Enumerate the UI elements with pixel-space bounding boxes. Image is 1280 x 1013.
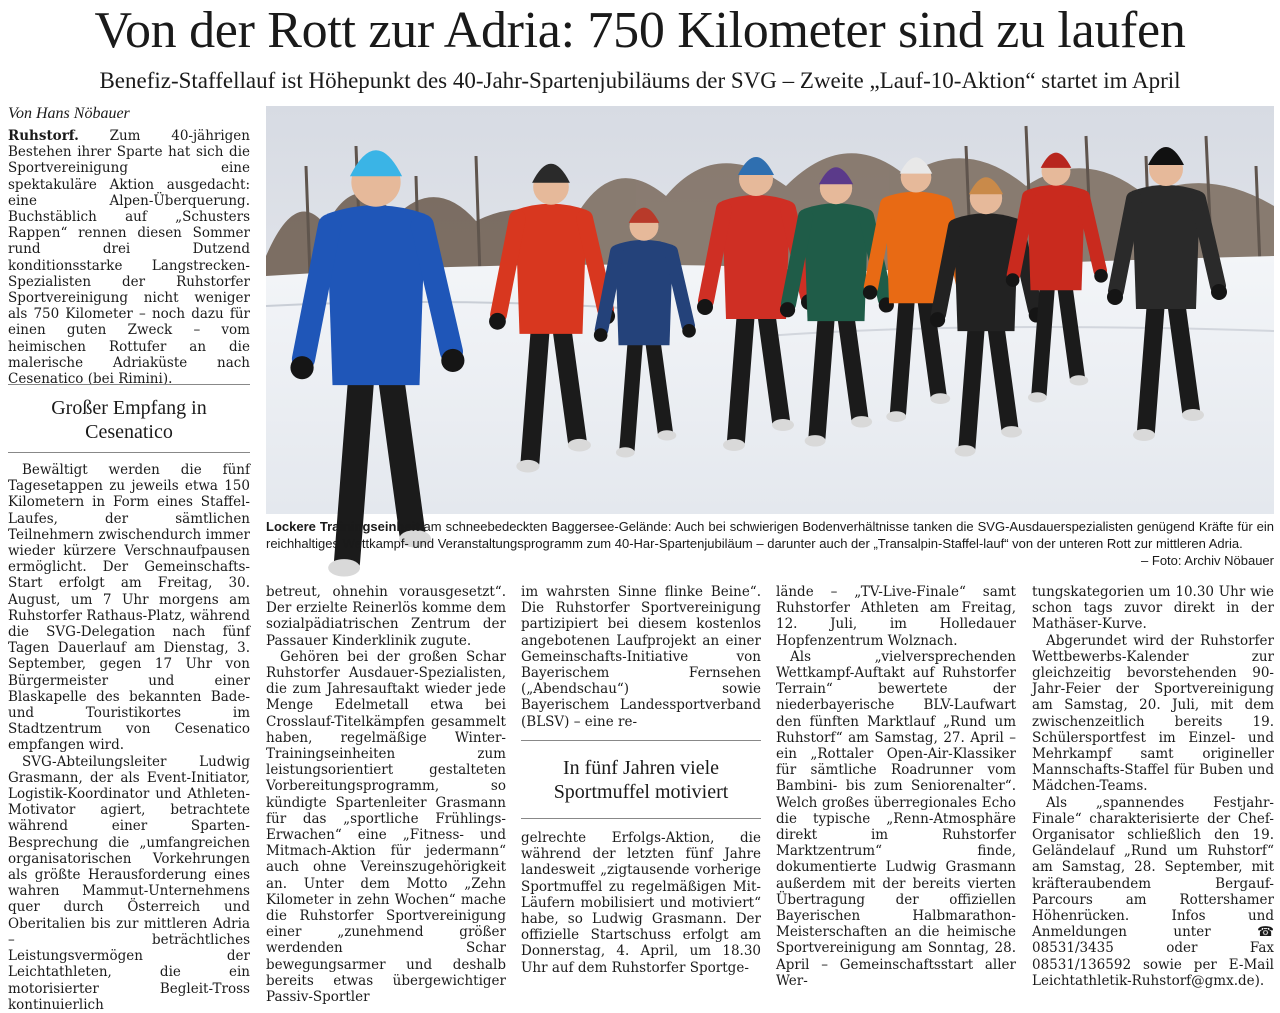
paragraph: Gehören bei der großen Schar Ruhstorfer Ausdauer-Spezialisten, die zum Jahresauftakt wieder jede Menge Edelmetall etwa bei Crosslauf-Titelkämpfen gesammelt haben, regelmäßige Winter-Trainingseinheiten zum leistungsorientiert gestalteten Vorbereitungsprogramm, so kündigte Spartenleiter Grasmann für das „sportliche Frühlings-Erwachen“ eine „Fitness- und Mitmach-Aktion für jedermann“ auch ohne Vereinszugehörigkeit an. Unter dem Motto „Zehn Kilometer in zehn Wochen“ mache die Ruhstorfer Sportvereinigung einer „zunehmend größer werdenden Schar bewegungsarmer und deshalb bereits etwas übergewichtiger Passiv-Sportler [266,648,506,1006]
dateline: Ruhstorf. [8,128,79,144]
paragraph: betreut, ohnehin vorausgesetzt“. Der erzielte Reinerlös komme dem sozialpädiatrischen Zentrum der Passauer Kinderklinik zugute. [266,584,506,649]
article-subheadline: Benefiz-Staffellauf ist Höhepunkt des 40-Jahr-Spartenjubiläums der SVG – Zweite „Lauf-10-Aktion“ startet im April [99,68,1181,93]
paragraph: Abgerundet wird der Ruhstorfer Wettbewerbs-Kalender zur gleichzeitig bevorstehenden 90-Jahr-Feier der Sportvereinigung am Samstag, 20. Juli, mit dem zwischenzeitlich bereits 19. Schülersportfest im Einzel- und Mehrkampf samt origineller Mannschafts-Staffel für Buben und Mädchen-Teams. [1032,632,1274,795]
column-5 [1032,584,1274,992]
photo-runners-in-snow [266,106,1274,514]
divider [8,384,250,385]
subtitle-grosser-empfang: Großer Empfang in Cesenatico [51,397,207,443]
photo-illustration [266,106,1274,514]
column-2 [266,584,506,1006]
intro-paragraph: Ruhstorf. Zum 40-jährigen Bestehen ihrer Sparte hat sich die Sportvereinigung eine spektakuläre Aktion ausgedacht: eine Alpen-Überquerung. Buchstäblich auf „Schusters Rappen“ rennen diesen Sommer rund drei Dutzend konditionsstarke Langstrecken-Spezialisten der Ruhstorfer Sportvereinigung nicht weniger als 750 Kilometer – noch dazu für einen guten Zweck – vom heimischen Rottufer an die malerische Adriaküste nach Cesenatico (bei Rimini). [8,128,250,388]
byline: Von Hans Nöbauer [8,105,130,122]
paragraph: SVG-Abteilungsleiter Ludwig Grasmann, der als Event-Initiator, Logistik-Koordinator und Athleten-Motivator agiert, betrachtete während einer Sparten-Besprechung die „umfangreichen organisatorischen Vorkehrungen als größte Herausforderung eines wahren Mammut-Unternehmens quer durch Österreich und Oberitalien bis zur mittleren Adria – beträchtliches Leistungsvermögen der Leichtathleten, die ein motorisierter Begleit-Tross kontinuierlich [8,753,250,1013]
paragraph: Als „vielversprechenden Wettkampf-Auftakt auf Ruhstorfer Terrain“ bewertete der niederbayerische BLV-Laufwart den fünften Marktlauf „Rund um Ruhstorf“ am Samstag, 27. April – ein „Rottaler Open-Air-Klassiker für sämtliche Roadrunner vom Bambini- bis zum Seniorenalter“. Welch großes überregionales Echo die typische „Renn-Atmosphäre direkt im Ruhstorfer Marktzentrum“ finde, dokumentierte Ludwig Grasmann außerdem mit der bereits vierten Übertragung der offiziellen Bayerischen Halbmarathon-Meisterschaften an die heimische Sportvereinigung am Sonntag, 28. April – Gemeinschaftsstart aller Wer- [776,648,1016,989]
divider [521,818,761,819]
paragraph: Bewältigt werden die fünf Tagesetappen zu jeweils etwa 150 Kilometern in Form eines Staffel-Laufes, der sämtlichen Teilnehmern zwischendurch immer wieder kürzere Verschnaufpausen ermöglicht. Der Gemeinschafts-Start erfolgt am Freitag, 30. August, um 7 Uhr morgens am Ruhstorfer Rathaus-Platz, während die SVG-Delegation nach fünf Tagen Dauerlauf am Dienstag, 3. September, gegen 17 Uhr von Bürgermeister und einer Blaskapelle des bekannten Bade- und Touristikortes im Stadtzentrum von Cesenatico empfangen wird. [8,462,250,754]
article-headline: Von der Rott zur Adria: 750 Kilometer sind zu laufen [94,2,1186,59]
caption-lead: Lockere Trainingseinheit [266,519,420,534]
caption-text: am schneebedeckten Baggersee-Gelände: Auch bei schwierigen Bodenverhältnisse tanken die SVG-Ausdauerspezialisten genügend Kräfte für ein reichhaltiges Wettkampf- und Veranstaltungsprogramm zum 40-Har-Spartenjubiläum – darunter auch der „Transalpin-Staffel-lauf“ von der unteren Rott zur mittleren Adria. [266,519,1275,551]
column-3-top [521,584,761,734]
column-1-intro [8,128,250,388]
subtitle-sportmuffel: In fünf Jahren viele Sportmuffel motiviert [553,757,729,803]
divider [521,740,761,741]
paragraph: Als „spannendes Festjahr-Finale“ charakterisierte der Chef-Organisator schließlich den 19. Geländelauf „Rund um Ruhstorf“ am Samstag, 28. September, mit kräfteraubendem Bergauf-Parcours am Rottershamer Höhenrücken. Infos und Anmeldungen unter ☎ 08531/3435 oder Fax 08531/136592 sowie per E-Mail Leichtathletik-Ruhstorf@gmx.de). [1032,794,1274,989]
photo-caption [266,518,1274,569]
column-3-bottom [521,830,761,992]
paragraph: im wahrsten Sinne flinke Beine“. Die Ruhstorfer Sportvereinigung partizipiert bei diesem kostenlos angebotenen Laufprojekt an einer Gemeinschafts-Initiative von Bayerischem Fernsehen („Abendschau“) sowie Bayerischem Landessportverband (BLSV) – eine re- [521,584,761,730]
column-4 [776,584,1016,992]
photo-credit: – Foto: Archiv Nöbauer [1141,553,1274,568]
paragraph: gelrechte Erfolgs-Aktion, die während der letzten fünf Jahre landesweit „zigtausende vorherige Sportmuffel zu regelmäßigen Mit-Läufern mobilisiert und motiviert“ habe, so Ludwig Grasmann. Der offizielle Startschuss erfolgt am Donnerstag, 4. April, um 18.30 Uhr auf dem Ruhstorfer Sportge- [521,830,761,976]
column-1-body [8,462,250,1013]
paragraph: tungskategorien um 10.30 Uhr wie schon tags zuvor direkt in der Mathäser-Kurve. [1032,584,1274,633]
divider [8,452,250,453]
paragraph: lände – „TV-Live-Finale“ samt Ruhstorfer Athleten am Freitag, 12. Juli, im Holledauer Hopfenzentrum Wolznach. [776,584,1016,649]
